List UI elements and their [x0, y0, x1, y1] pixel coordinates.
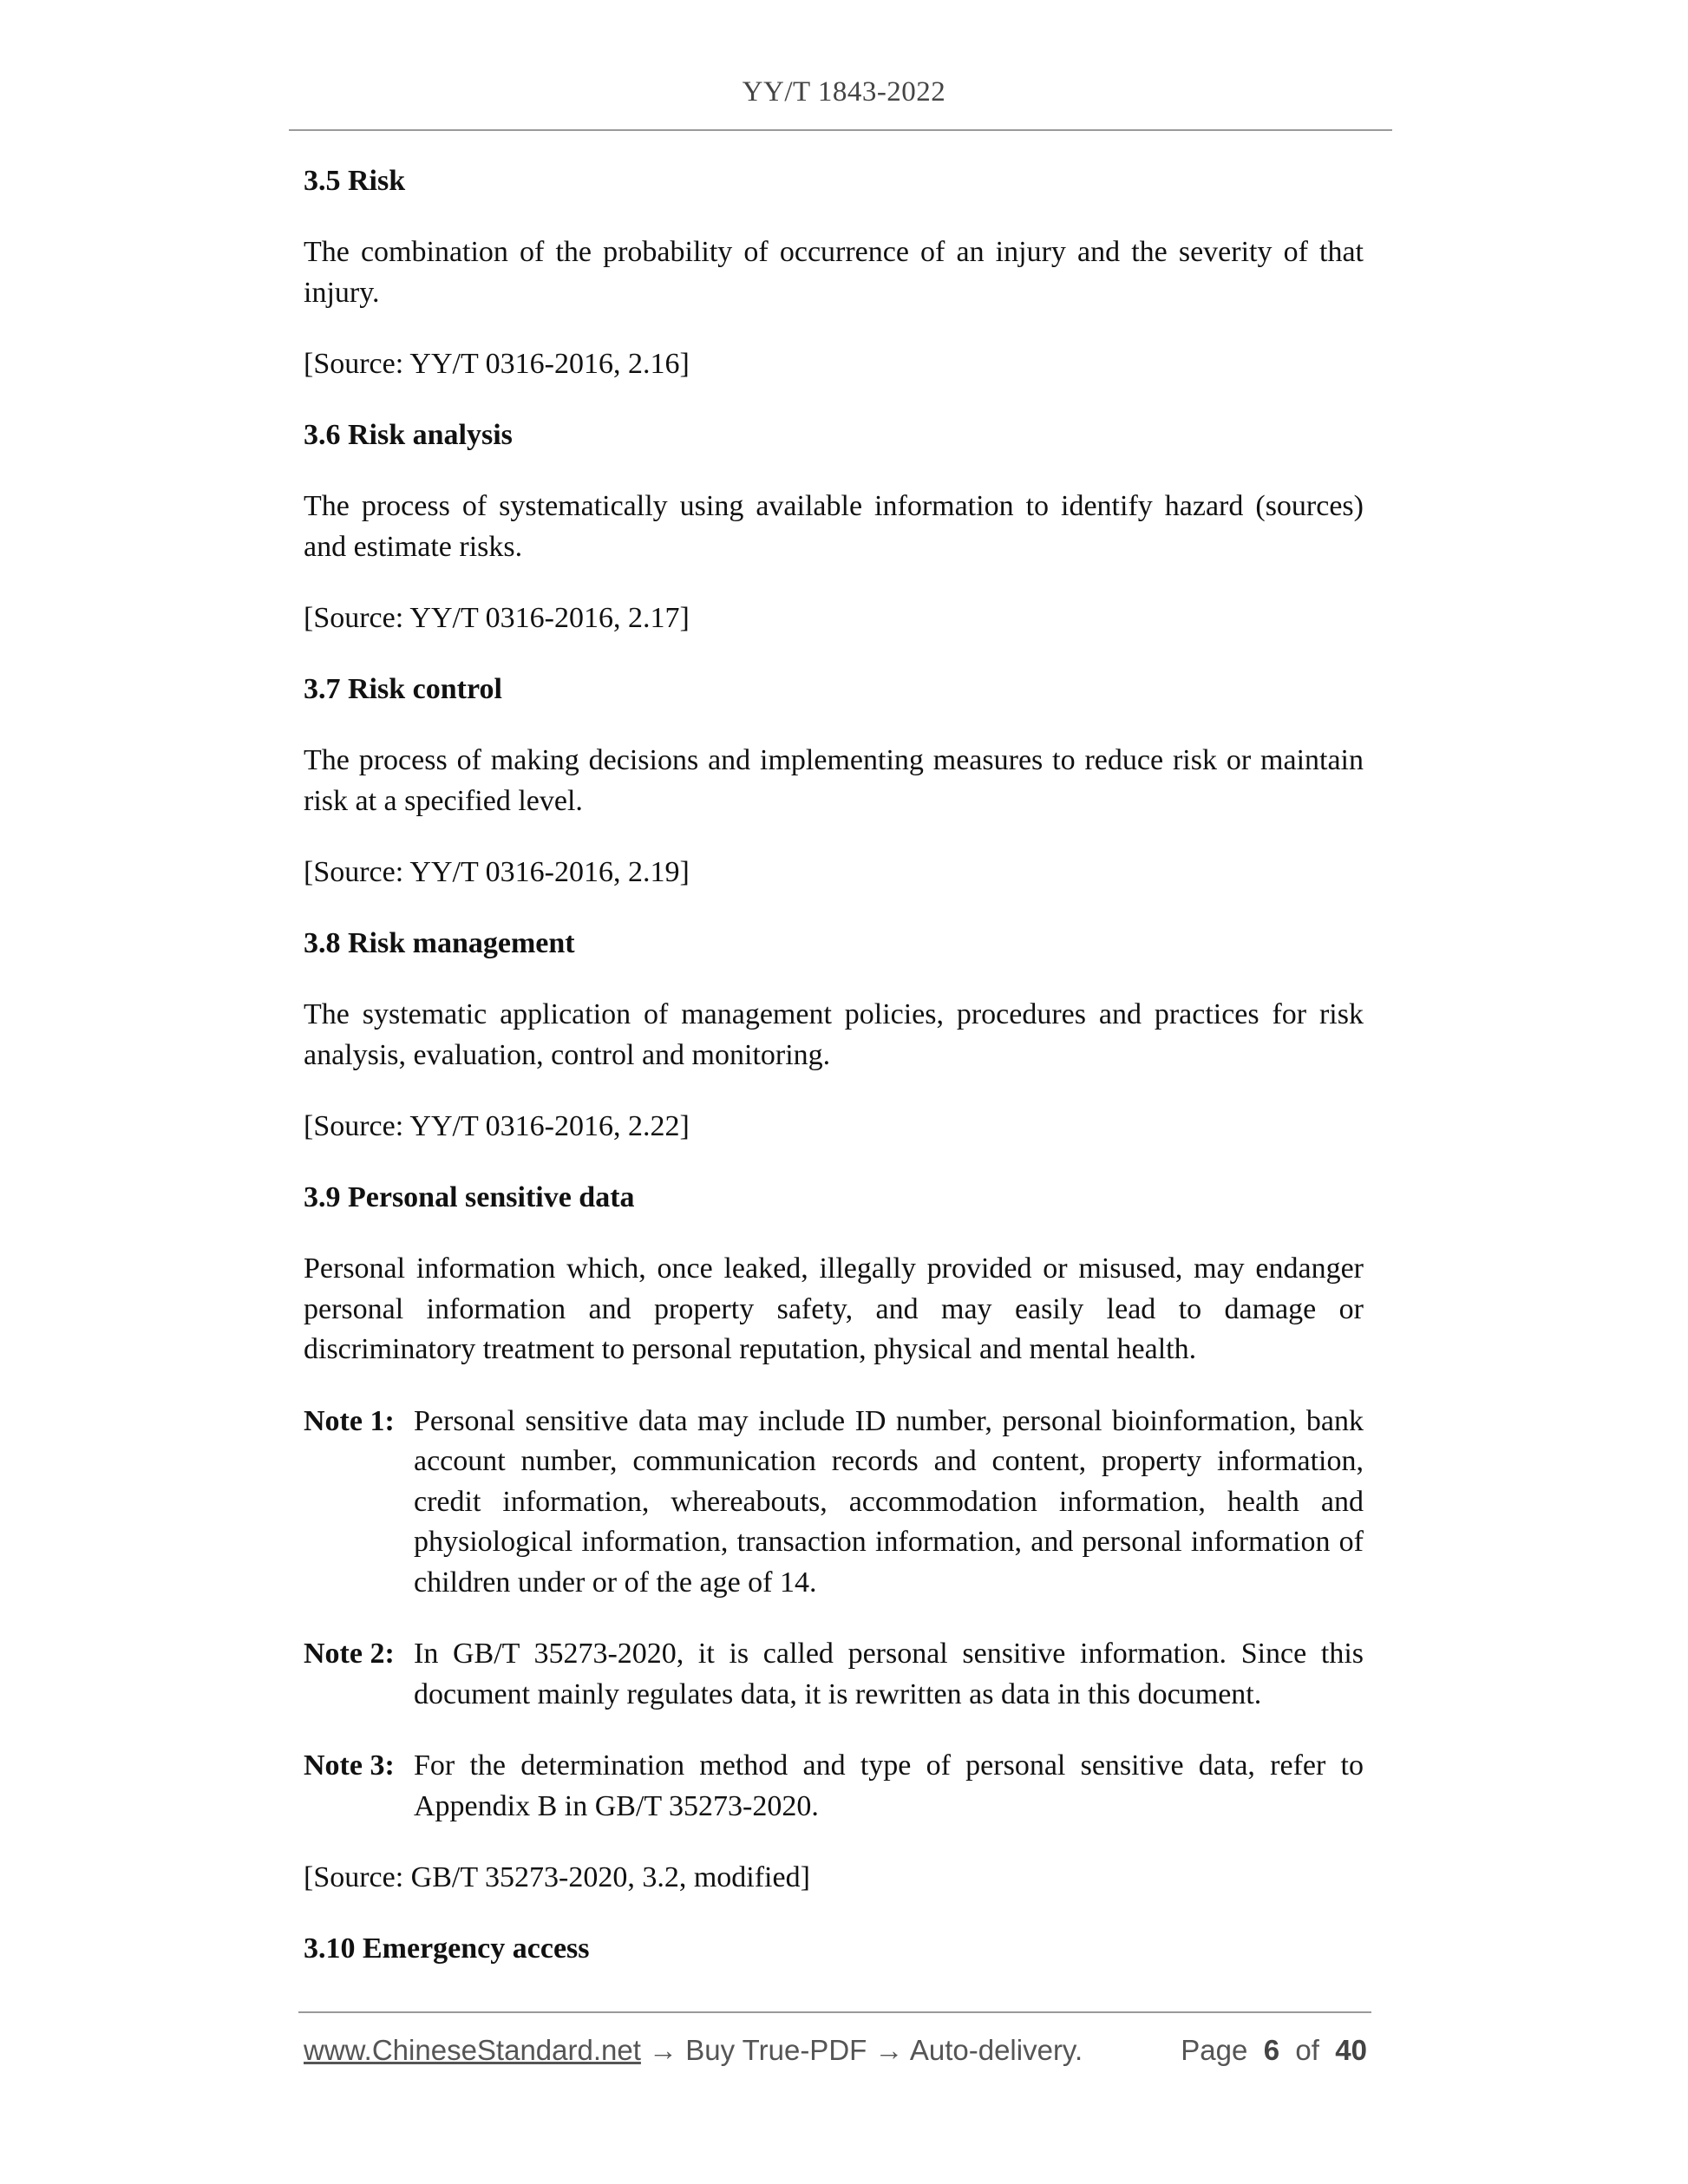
term-definition-3-5: The combination of the probability of occurrence of an injury and the severity of that injury.	[304, 236, 1364, 309]
footer-divider	[298, 2011, 1371, 2013]
note-label: Note 3:	[304, 1749, 395, 1782]
term-definition-3-9: Personal information which, once leaked, illegally provided or misused, may endanger personal information and property safety, and may easily lead to damage or discriminatory treatment to personal reputation, physical and mental health.	[304, 1252, 1364, 1365]
term-source-3-6: [Source: YY/T 0316-2016, 2.17]	[304, 602, 690, 634]
buy-text: Buy True-PDF	[685, 2034, 867, 2066]
term-source-3-9: [Source: GB/T 35273-2020, 3.2, modified]	[304, 1861, 810, 1893]
term-heading-3-5: 3.5 Risk	[304, 165, 406, 197]
delivery-text: Auto-delivery.	[909, 2034, 1083, 2066]
term-definition-3-8: The systematic application of management policies, procedures and practices for risk analysis, evaluation, control and monitoring.	[304, 998, 1364, 1071]
header-divider	[289, 129, 1392, 131]
current-page-number: 6	[1263, 2034, 1280, 2066]
arrow-right-icon: →	[649, 2034, 678, 2066]
footer-promo	[304, 2031, 1083, 2070]
note-3	[304, 1746, 1364, 1827]
document-body	[304, 161, 1364, 2000]
of-label: of	[1295, 2034, 1319, 2066]
term-heading-3-9: 3.9 Personal sensitive data	[304, 1181, 635, 1213]
note-text: Personal sensitive data may include ID number, personal bioinformation, bank account number, communication records and content, property information, credit information, whereabouts, accommodation information, health and physiological information, transaction information, and personal information of children under or of the age of 14.	[414, 1404, 1364, 1599]
total-pages-number: 40	[1335, 2034, 1367, 2066]
term-heading-3-6: 3.6 Risk analysis	[304, 419, 513, 451]
note-label: Note 2:	[304, 1638, 395, 1670]
term-source-3-5: [Source: YY/T 0316-2016, 2.16]	[304, 348, 690, 380]
term-heading-3-10: 3.10 Emergency access	[304, 1932, 590, 1965]
note-label: Note 1:	[304, 1404, 395, 1437]
note-2	[304, 1634, 1364, 1715]
note-text: For the determination method and type of personal sensitive data, refer to Appendix B in GB/T 35273-2020.	[414, 1749, 1364, 1822]
website-link[interactable]: www.ChineseStandard.net	[304, 2034, 641, 2066]
term-source-3-8: [Source: YY/T 0316-2016, 2.22]	[304, 1110, 690, 1142]
term-definition-3-7: The process of making decisions and implementing measures to reduce risk or maintain risk at a specified level.	[304, 744, 1364, 817]
note-text: In GB/T 35273-2020, it is called personal sensitive information. Since this document mainly regulates data, it is rewritten as data in this document.	[414, 1638, 1364, 1710]
note-1	[304, 1402, 1364, 1604]
term-heading-3-7: 3.7 Risk control	[304, 673, 502, 705]
term-definition-3-6: The process of systematically using available information to identify hazard (sources) and estimate risks.	[304, 490, 1364, 563]
arrow-right-icon: →	[874, 2034, 904, 2066]
document-code-header: YY/T 1843-2022	[742, 76, 946, 108]
term-heading-3-8: 3.8 Risk management	[304, 927, 575, 959]
page-label: Page	[1181, 2034, 1248, 2066]
page-indicator	[1181, 2031, 1367, 2070]
term-source-3-7: [Source: YY/T 0316-2016, 2.19]	[304, 856, 690, 888]
